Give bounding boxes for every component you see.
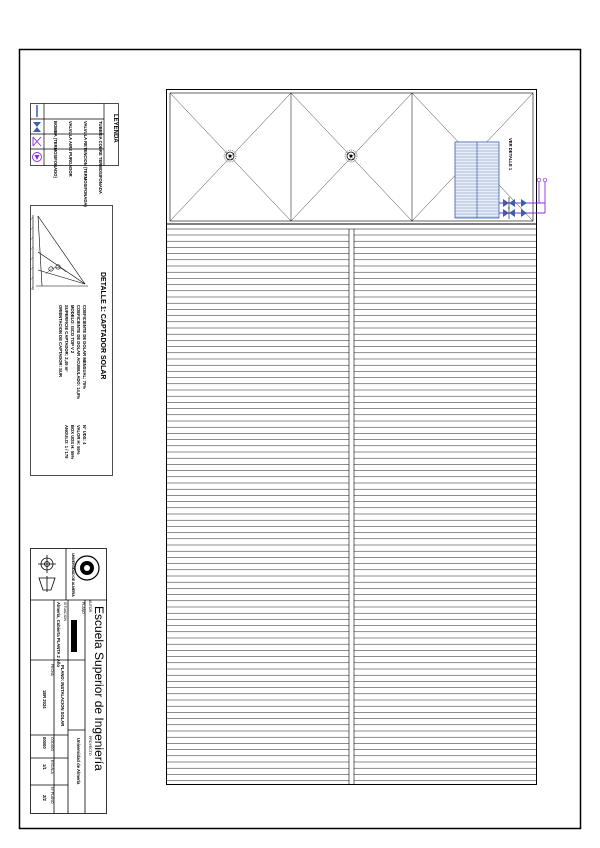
university-name: Universidad de Almería xyxy=(76,738,81,785)
roof-tile-lines xyxy=(166,235,537,781)
plan-name: PLANO: INSTALACION SOLAR xyxy=(60,665,65,727)
detail-line-2: COEFICIENTE DE DOLAR ACUMULADO: 14,8% xyxy=(76,305,81,400)
detail-param-4: ANGULO: 1 / 179 xyxy=(64,425,69,459)
scale-label: ESCALA xyxy=(50,760,54,774)
legend-item-check-valve-label: VALVULA RETENCION (TERMOSIFONADA) xyxy=(83,121,88,207)
roof-drain-2-icon xyxy=(345,150,357,162)
check-valve-icon xyxy=(503,199,527,217)
legend-item-pipe-label: TUBERIA COBRE TERMOSIFONADA xyxy=(98,121,103,194)
code-label: CÓDIGO xyxy=(50,737,54,752)
detail-line-1: COEFICIENTE DE DOLAR MENSUAL: 70% xyxy=(82,305,87,389)
university-logo-icon xyxy=(75,556,99,580)
projection-symbol-icon xyxy=(38,555,56,592)
date-value: 1ER 2024 xyxy=(42,690,47,709)
roof-drain-1-icon xyxy=(224,150,236,162)
detail-title: DETALLE 1: CAPTADOR SOLAR xyxy=(99,272,106,380)
legend-check-valve-icon xyxy=(33,122,41,132)
plan-number-label: Nº PLANO xyxy=(50,787,54,804)
legend-title: LEYENDA xyxy=(112,114,118,143)
situation-label: SITUACION xyxy=(63,602,67,622)
detail-param-2: VALOR H: 55% xyxy=(76,425,81,455)
detail-reference-label: VER DETALLE 1 xyxy=(508,138,513,171)
detail-line-5: ORIENTACION DE CAPTADOR: SUR xyxy=(58,305,63,377)
date-label: FECHA xyxy=(50,664,54,676)
detail-param-1: Nº UDS: 4 xyxy=(82,425,87,445)
school-name: Escuela Superior de Ingeniería xyxy=(92,606,106,771)
collector-detail-drawing xyxy=(31,215,89,290)
situation-value: Almería, Cubierta PLANTA 2 Año xyxy=(56,602,61,667)
university-logo-text: UNIVERSIDAD DE ALMERÍA xyxy=(71,553,75,597)
detail-line-3: MODELO: ISCO TOP V 2 xyxy=(70,305,75,354)
solar-collectors xyxy=(455,142,499,218)
detail-param-3: BOX UDS H: 55% xyxy=(70,425,75,460)
detail-line-4: SUPERFICIE CAPTADOR: 2,49 m² xyxy=(64,305,69,372)
plan-number-value: 2/2 xyxy=(42,795,47,801)
author-label: AUTOR xyxy=(88,600,92,613)
legend-air-valve-icon xyxy=(33,137,41,146)
legend-item-air-valve-label: VALVULA AIRE PURGADOR xyxy=(68,121,73,177)
hydraulic-circuit xyxy=(499,178,547,213)
plan-label: PLANO xyxy=(81,602,85,614)
scale-value: 1/1 xyxy=(42,764,47,770)
author-name-redacted xyxy=(71,620,77,652)
code-value: 00000 xyxy=(42,737,47,749)
legend-box xyxy=(31,104,119,166)
project-label: PROYECTO xyxy=(88,736,92,756)
legend-pump-icon xyxy=(33,153,42,162)
legend-item-pump-label: BOMBA (TERMOSIFONADO) xyxy=(53,121,58,178)
